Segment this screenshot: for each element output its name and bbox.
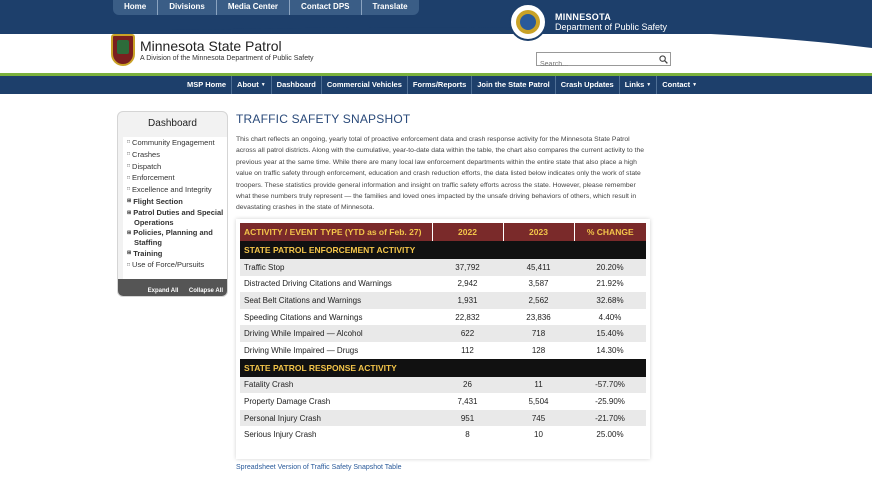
cell-activity: Seat Belt Citations and Warnings xyxy=(240,292,432,309)
cell-2022: 622 xyxy=(432,325,503,342)
sidebar-item-label: Policies, Planning and Staffing xyxy=(133,227,213,247)
cell-change: 4.40% xyxy=(574,309,646,326)
cell-change: 21.92% xyxy=(574,276,646,293)
table-row xyxy=(240,426,646,443)
table-section-row xyxy=(240,241,646,259)
top-nav-contact-dps[interactable]: Contact DPS xyxy=(290,0,361,15)
main-nav-item[interactable] xyxy=(472,76,556,94)
cell-activity: Traffic Stop xyxy=(240,259,432,276)
header-2022: 2022 xyxy=(432,223,503,241)
main-nav-label: MSP Home xyxy=(187,80,227,89)
table-section-row xyxy=(240,359,646,377)
cell-activity: Distracted Driving Citations and Warnings xyxy=(240,276,432,293)
sidebar-list xyxy=(123,137,227,279)
main-nav-item[interactable] xyxy=(556,76,620,94)
cell-2022: 1,931 xyxy=(432,292,503,309)
sidebar-item[interactable] xyxy=(123,196,227,208)
sidebar xyxy=(117,111,228,297)
sidebar-item-label: Flight Section xyxy=(133,196,183,206)
cell-2022: 8 xyxy=(432,426,503,443)
expand-plus-icon[interactable]: ⊞ xyxy=(127,229,132,236)
cell-2023: 128 xyxy=(503,342,574,359)
cell-change: 14.30% xyxy=(574,342,646,359)
intro-paragraph: This chart reflects an ongoing, yearly total of proactive enforcement data and crash response activity for the Minnesota State Patrol across all patrol districts. Along with the cumulative, year-to-date data within the table, the chart also compares the current activity to the previous year at the same time. While there are many local law enforcement departments within the entire state that also place a high value on traffic safety through enforcement, education and crash reduction efforts, the data listed below indicates only the work of state troopers. These statistics provide general information and insight on traffic safety efforts across the state. However, please remember what these numbers truly represent — the families and loved ones impacted by the unsafe driving behaviors of others, which result in devastating crashes in the state of Minnesota. xyxy=(236,136,645,212)
table-header-row xyxy=(240,223,646,241)
main-nav-label: Links xyxy=(624,80,645,89)
section-title: STATE PATROL ENFORCEMENT ACTIVITY xyxy=(240,241,646,259)
cell-2022: 2,942 xyxy=(432,276,503,293)
main-nav-label: About xyxy=(237,80,259,89)
cell-change: -25.90% xyxy=(574,393,646,410)
cell-activity: Speeding Citations and Warnings xyxy=(240,309,432,326)
expand-all-button[interactable]: Expand All xyxy=(147,288,179,294)
cell-2022: 22,832 xyxy=(432,309,503,326)
cell-2023: 45,411 xyxy=(503,259,574,276)
cell-2023: 5,504 xyxy=(503,393,574,410)
sidebar-item-label: Training xyxy=(133,248,163,258)
table-row xyxy=(240,342,646,359)
snapshot-table-container xyxy=(236,219,650,459)
sidebar-controls xyxy=(118,279,227,296)
cell-2022: 7,431 xyxy=(432,393,503,410)
sidebar-title: Dashboard xyxy=(148,118,197,129)
main-nav-label: Contact xyxy=(662,80,691,89)
expand-plus-icon[interactable]: ⊞ xyxy=(127,198,132,205)
cell-2022: 112 xyxy=(432,342,503,359)
search-box xyxy=(536,52,671,66)
cell-activity: Driving While Impaired — Drugs xyxy=(240,342,432,359)
cell-change: 25.00% xyxy=(574,426,646,443)
main-nav-item[interactable] xyxy=(232,76,272,94)
cell-2023: 11 xyxy=(503,377,574,394)
chevron-down-icon: ▼ xyxy=(692,82,698,89)
table-row xyxy=(240,276,646,293)
cell-change: 32.68% xyxy=(574,292,646,309)
header-change: % CHANGE xyxy=(574,223,646,241)
site-title[interactable]: Minnesota State Patrol xyxy=(140,38,282,54)
main-nav-item[interactable] xyxy=(322,76,408,94)
table-row xyxy=(240,325,646,342)
top-nav-translate[interactable]: Translate xyxy=(372,2,408,11)
main-nav-item[interactable] xyxy=(408,76,472,94)
expand-plus-icon[interactable]: ⊞ xyxy=(127,249,132,256)
bullet-icon: □ xyxy=(127,261,131,268)
main-nav-label: Crash Updates xyxy=(560,80,614,89)
sidebar-item[interactable] xyxy=(123,172,227,184)
sidebar-item-label: Excellence and Integrity xyxy=(132,185,212,195)
cell-change: 15.40% xyxy=(574,325,646,342)
chevron-down-icon: ▼ xyxy=(646,82,652,89)
section-title: STATE PATROL RESPONSE ACTIVITY xyxy=(240,359,646,377)
top-nav-divisions[interactable]: Divisions xyxy=(158,0,217,15)
cell-change: 20.20% xyxy=(574,259,646,276)
sidebar-item-label: Community Engagement xyxy=(132,138,215,147)
chevron-down-icon: ▼ xyxy=(260,82,266,89)
sidebar-item[interactable] xyxy=(123,248,227,260)
sidebar-item-label: Use of Force/Pursuits xyxy=(132,260,205,270)
main-nav-label: Join the State Patrol xyxy=(477,80,550,89)
table-row xyxy=(240,393,646,410)
main-nav-item[interactable] xyxy=(272,76,322,94)
dps-logo-text[interactable] xyxy=(555,12,667,32)
top-nav-home[interactable]: Home xyxy=(113,0,158,15)
cell-2023: 745 xyxy=(503,410,574,427)
bullet-icon: □ xyxy=(127,139,131,146)
cell-activity: Serious Injury Crash xyxy=(240,426,432,443)
main-nav-item[interactable] xyxy=(657,76,702,94)
main-nav-item[interactable] xyxy=(620,76,658,94)
sidebar-item-label: Dispatch xyxy=(132,161,162,171)
cell-change: -57.70% xyxy=(574,377,646,394)
main-nav-label: Dashboard xyxy=(276,80,316,89)
cell-activity: Personal Injury Crash xyxy=(240,410,432,427)
snapshot-table xyxy=(240,223,646,443)
cell-2022: 951 xyxy=(432,410,503,427)
sidebar-item-label: Crashes xyxy=(132,149,160,159)
cell-2022: 37,792 xyxy=(432,259,503,276)
bullet-icon: □ xyxy=(127,151,131,158)
table-row xyxy=(240,410,646,427)
spreadsheet-version-link[interactable]: Spreadsheet Version of Traffic Safety Snapshot Table xyxy=(236,464,402,471)
top-bar xyxy=(0,0,872,34)
sidebar-item-label: Patrol Duties and Special Operations xyxy=(133,207,224,227)
table-row xyxy=(240,377,646,394)
search-input[interactable] xyxy=(537,59,655,71)
cell-2023: 3,587 xyxy=(503,276,574,293)
cell-change: -21.70% xyxy=(574,410,646,427)
expand-plus-icon[interactable]: ⊞ xyxy=(127,209,132,216)
collapse-all-button[interactable]: Collapse All xyxy=(188,288,223,294)
table-row xyxy=(240,259,646,276)
top-nav-media-center[interactable]: Media Center xyxy=(217,0,290,15)
sidebar-item-label: Enforcement xyxy=(132,173,175,183)
site-subtitle: A Division of the Minnesota Department of Public Safety xyxy=(140,55,314,62)
cell-activity: Property Damage Crash xyxy=(240,393,432,410)
sidebar-item[interactable] xyxy=(123,184,227,196)
cell-2023: 10 xyxy=(503,426,574,443)
cell-activity: Fatality Crash xyxy=(240,377,432,394)
header-2023: 2023 xyxy=(503,223,574,241)
main-nav-label: Forms/Reports xyxy=(412,80,467,89)
main-nav-label: Commercial Vehicles xyxy=(326,80,402,89)
sidebar-item[interactable] xyxy=(123,137,227,149)
dps-name-line2: Department of Public Safety xyxy=(555,22,668,32)
page-title: TRAFFIC SAFETY SNAPSHOT xyxy=(236,112,411,126)
utility-nav xyxy=(113,0,419,15)
main-nav-item[interactable] xyxy=(182,76,232,94)
cell-2022: 26 xyxy=(432,377,503,394)
cell-2023: 718 xyxy=(503,325,574,342)
cell-activity: Driving While Impaired — Alcohol xyxy=(240,325,432,342)
dps-name-line1: MINNESOTA xyxy=(555,12,612,22)
bullet-icon: □ xyxy=(127,174,131,181)
header-activity: ACTIVITY / EVENT TYPE (YTD as of Feb. 27) xyxy=(240,223,432,241)
main-nav xyxy=(0,76,872,94)
table-row xyxy=(240,292,646,309)
sidebar-item[interactable] xyxy=(123,161,227,173)
bullet-icon: □ xyxy=(127,186,131,193)
sidebar-item[interactable] xyxy=(123,228,227,248)
sidebar-item[interactable] xyxy=(123,259,227,271)
search-icon[interactable] xyxy=(659,55,668,64)
site-header xyxy=(0,34,872,74)
cell-2023: 2,562 xyxy=(503,292,574,309)
table-row xyxy=(240,309,646,326)
sidebar-item[interactable] xyxy=(123,149,227,161)
sidebar-item[interactable] xyxy=(123,208,227,228)
bullet-icon: □ xyxy=(127,162,131,169)
state-patrol-badge-icon[interactable] xyxy=(111,34,135,66)
cell-2023: 23,836 xyxy=(503,309,574,326)
